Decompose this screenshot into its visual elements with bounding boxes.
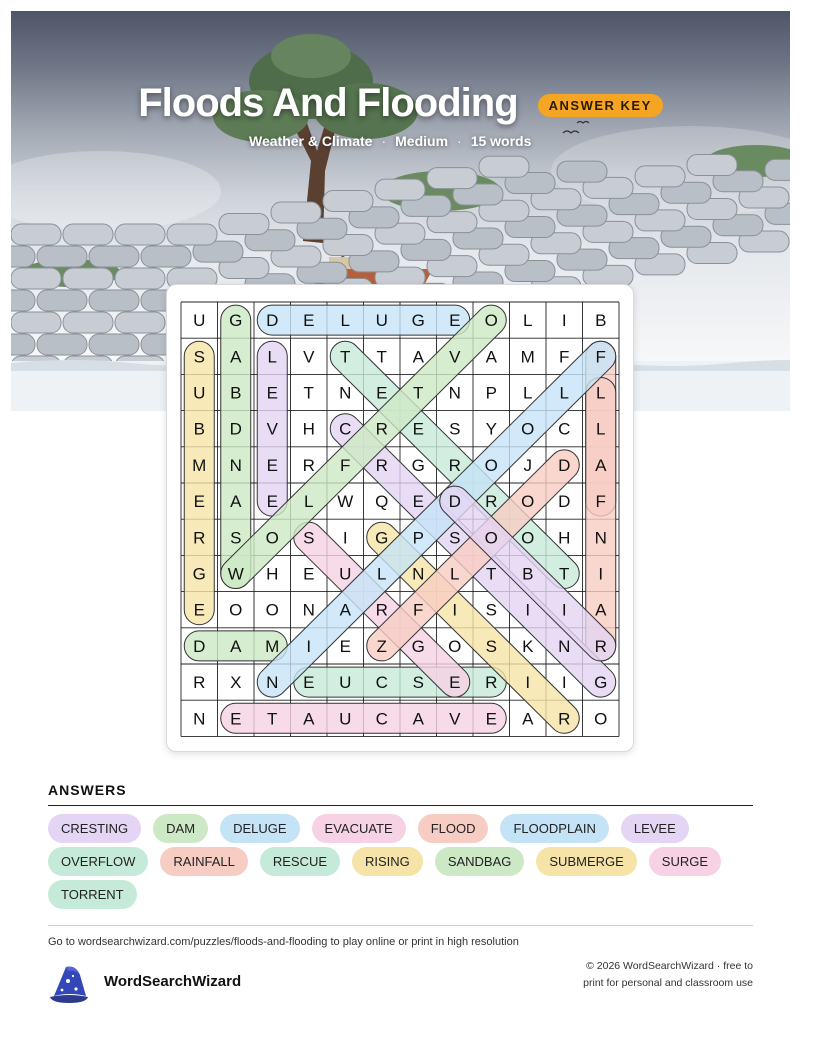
grid-letter: D xyxy=(448,492,461,512)
grid-letter: K xyxy=(522,636,534,656)
grid-letter: R xyxy=(448,455,461,475)
grid-letter: P xyxy=(412,528,424,548)
grid-letter: O xyxy=(229,600,243,620)
grid-letter: I xyxy=(561,673,567,693)
grid-letter: O xyxy=(265,600,279,620)
answer-chip-torrent: TORRENT xyxy=(48,880,137,909)
grid-letter: N xyxy=(302,600,315,620)
sandbag xyxy=(89,246,139,267)
grid-letter: E xyxy=(266,492,278,512)
grid-letter: G xyxy=(411,455,425,475)
grid-letter: N xyxy=(412,564,425,584)
grid-letter: V xyxy=(449,347,461,367)
grid-letter: G xyxy=(411,311,425,331)
grid-letter: L xyxy=(596,383,606,403)
grid-letter: R xyxy=(485,673,498,693)
grid-letter: N xyxy=(229,455,242,475)
sandbag xyxy=(375,179,425,200)
grid-letter: E xyxy=(339,636,351,656)
sandbag xyxy=(11,290,35,311)
grid-letter: E xyxy=(376,383,388,403)
sandbag xyxy=(89,334,139,355)
grid-letter: T xyxy=(486,564,497,584)
answer-chip-dam: DAM xyxy=(153,814,208,843)
grid-letter: G xyxy=(375,528,389,548)
grid-letter: N xyxy=(594,528,607,548)
grid-letter: E xyxy=(412,419,424,439)
grid-letter: O xyxy=(265,528,279,548)
sandbag xyxy=(11,268,61,289)
grid-letter: D xyxy=(229,419,242,439)
grid-letter: U xyxy=(339,673,352,693)
divider xyxy=(48,925,753,926)
sandbag xyxy=(11,312,61,333)
grid-letter: E xyxy=(303,311,315,331)
answer-chip-rescue: RESCUE xyxy=(260,847,340,876)
grid-letter: R xyxy=(302,455,315,475)
grid-letter: I xyxy=(561,311,567,331)
grid-letter: O xyxy=(484,528,498,548)
grid-letter: B xyxy=(230,383,242,403)
grid-letter: I xyxy=(525,673,531,693)
sandbag xyxy=(115,224,165,245)
answer-chip-flood: FLOOD xyxy=(418,814,489,843)
sandbag xyxy=(219,213,269,234)
answer-chip-sandbag: SANDBAG xyxy=(435,847,525,876)
grid-letter: I xyxy=(306,636,312,656)
grid-letter: H xyxy=(558,528,571,548)
divider xyxy=(48,805,753,806)
sandbag xyxy=(37,334,87,355)
grid-letter: U xyxy=(375,311,388,331)
grid-letter: S xyxy=(303,528,315,548)
grid-letter: L xyxy=(450,564,460,584)
grid-letter: O xyxy=(484,311,498,331)
sandbag xyxy=(37,290,87,311)
sandbag xyxy=(115,268,165,289)
grid-letter: R xyxy=(375,600,388,620)
grid-letter: R xyxy=(558,709,571,729)
grid-letter: S xyxy=(449,419,461,439)
grid-letter: B xyxy=(193,419,205,439)
grid-letter: S xyxy=(230,528,242,548)
sandbag xyxy=(635,166,685,187)
grid-letter: E xyxy=(230,709,242,729)
grid-letter: T xyxy=(340,347,351,367)
puzzle-board xyxy=(166,284,634,752)
grid-letter: F xyxy=(595,492,606,512)
grid-letter: C xyxy=(375,673,388,693)
grid-letter: L xyxy=(523,383,533,403)
grid-letter: N xyxy=(558,636,571,656)
grid-letter: G xyxy=(594,673,608,693)
grid-letter: R xyxy=(375,419,388,439)
grid-letter: L xyxy=(340,311,350,331)
grid-letter: T xyxy=(303,383,314,403)
grid-letter: S xyxy=(412,673,424,693)
grid-letter: T xyxy=(413,383,424,403)
grid-letter: E xyxy=(303,564,315,584)
grid-letter: G xyxy=(229,311,243,331)
grid-letter: N xyxy=(266,673,279,693)
answer-chip-cresting: CRESTING xyxy=(48,814,141,843)
grid-letter: X xyxy=(230,673,242,693)
grid-letter: M xyxy=(192,455,207,475)
grid-letter: D xyxy=(558,455,571,475)
grid-letter: A xyxy=(412,347,424,367)
grid-letter: F xyxy=(595,347,606,367)
grid-letter: C xyxy=(339,419,352,439)
sandbag xyxy=(167,224,217,245)
answer-chip-surge: SURGE xyxy=(649,847,721,876)
answer-key-badge: ANSWER KEY xyxy=(538,94,663,117)
grid-letter: A xyxy=(412,709,424,729)
grid-letter: A xyxy=(339,600,351,620)
grid-letter: L xyxy=(559,383,569,403)
meta-separator: · xyxy=(457,133,462,149)
grid-letter: E xyxy=(193,492,205,512)
grid-letter: O xyxy=(521,492,535,512)
highlight-evacuate xyxy=(221,703,507,733)
sandbag xyxy=(115,312,165,333)
grid-letter: U xyxy=(193,383,206,403)
grid-letter: G xyxy=(411,636,425,656)
grid-letter: R xyxy=(485,492,498,512)
grid-letter: L xyxy=(523,311,533,331)
grid-letter: U xyxy=(339,564,352,584)
grid-letter: L xyxy=(596,419,606,439)
grid-letter: A xyxy=(522,709,534,729)
brand-name[interactable]: WordSearchWizard xyxy=(104,973,242,990)
copyright-text: © 2026 WordSearchWizard · free to print for personal and classroom use xyxy=(583,960,753,989)
grid-letter: N xyxy=(193,709,206,729)
grid-letter: H xyxy=(266,564,279,584)
sandbag xyxy=(89,290,139,311)
grid-letter: I xyxy=(561,600,567,620)
grid-letter: N xyxy=(339,383,352,403)
grid-letter: R xyxy=(594,636,607,656)
answer-chip-floodplain: FLOODPLAIN xyxy=(500,814,608,843)
grid-letter: Q xyxy=(375,492,389,512)
grid-letter: A xyxy=(595,600,607,620)
grid-letter: A xyxy=(303,709,315,729)
word-search-grid xyxy=(167,285,635,753)
grid-letter: I xyxy=(452,600,458,620)
category-label: Weather & Climate xyxy=(249,133,373,149)
grid-letter: V xyxy=(449,709,461,729)
grid-letter: B xyxy=(522,564,534,584)
grid-letter: A xyxy=(230,636,242,656)
answer-chip-levee: LEVEE xyxy=(621,814,689,843)
grid-letter: T xyxy=(267,709,278,729)
wizard-hat-icon xyxy=(46,963,92,1005)
grid-letter: I xyxy=(342,528,348,548)
grid-letter: C xyxy=(375,709,388,729)
grid-letter: O xyxy=(594,709,608,729)
grid-letter: E xyxy=(449,311,461,331)
answer-chip-deluge: DELUGE xyxy=(220,814,299,843)
sandbag xyxy=(63,312,113,333)
grid-letter: A xyxy=(230,492,242,512)
footer-link-text[interactable]: Go to wordsearchwizard.com/puzzles/floods-and-flooding to play online or print in high resolution xyxy=(48,936,519,948)
grid-letter: I xyxy=(525,600,531,620)
grid-letter: E xyxy=(449,673,461,693)
sandbag xyxy=(11,334,35,355)
meta-separator: · xyxy=(381,133,387,149)
grid-letter: A xyxy=(595,455,607,475)
grid-letter: H xyxy=(302,419,315,439)
puzzle-meta xyxy=(249,133,531,149)
grid-letter: Z xyxy=(376,636,387,656)
grid-letter: U xyxy=(339,709,352,729)
grid-letter: O xyxy=(521,419,535,439)
sandbag xyxy=(37,246,87,267)
grid-letter: R xyxy=(375,455,388,475)
grid-letter: W xyxy=(227,564,244,584)
sandbag xyxy=(11,224,61,245)
grid-letter: M xyxy=(520,347,535,367)
grid-letter: E xyxy=(303,673,315,693)
grid-letter: D xyxy=(193,636,206,656)
grid-letter: N xyxy=(448,383,461,403)
grid-letter: O xyxy=(521,528,535,548)
grid-letter: O xyxy=(448,636,462,656)
grid-letter: E xyxy=(266,455,278,475)
sandbag xyxy=(11,246,35,267)
answers-heading: ANSWERS xyxy=(48,782,127,798)
sandbag xyxy=(271,202,321,223)
grid-letter: C xyxy=(558,419,571,439)
answer-list xyxy=(48,814,753,909)
sandbag xyxy=(323,191,373,212)
grid-letter: D xyxy=(558,492,571,512)
grid-letter: B xyxy=(595,311,607,331)
grid-letter: F xyxy=(340,455,351,475)
sandbag xyxy=(479,156,529,177)
grid-letter: F xyxy=(559,347,570,367)
grid-letter: V xyxy=(266,419,278,439)
grid-letter: D xyxy=(266,311,279,331)
sandbag xyxy=(427,168,477,189)
grid-letter: R xyxy=(193,528,206,548)
grid-letter: V xyxy=(303,347,315,367)
grid-letter: A xyxy=(230,347,242,367)
highlight-rescue xyxy=(294,667,507,697)
sandbag xyxy=(63,268,113,289)
sandbag xyxy=(765,159,790,180)
word-count-label: 15 words xyxy=(470,133,532,149)
grid-letter: L xyxy=(377,564,387,584)
answer-chip-submerge: SUBMERGE xyxy=(536,847,636,876)
answer-chip-rising: RISING xyxy=(352,847,423,876)
sandbag xyxy=(557,161,607,182)
grid-letter: F xyxy=(413,600,424,620)
grid-letter: S xyxy=(193,347,205,367)
grid-letter: A xyxy=(485,347,497,367)
grid-letter: I xyxy=(598,564,604,584)
grid-letter: E xyxy=(412,492,424,512)
grid-letter: U xyxy=(193,311,206,331)
grid-letter: T xyxy=(376,347,387,367)
grid-letter: P xyxy=(485,383,497,403)
sandbag xyxy=(141,246,191,267)
sandbag xyxy=(63,224,113,245)
grid-letter: W xyxy=(337,492,354,512)
answer-chip-rainfall: RAINFALL xyxy=(160,847,247,876)
grid-letter: L xyxy=(304,492,314,512)
grid-letter: E xyxy=(485,709,497,729)
answer-chip-overflow: OVERFLOW xyxy=(48,847,148,876)
highlight-deluge xyxy=(257,305,470,335)
grid-letter: R xyxy=(193,673,206,693)
grid-letter: S xyxy=(485,600,497,620)
answer-chip-evacuate: EVACUATE xyxy=(312,814,406,843)
grid-letter: M xyxy=(265,636,280,656)
grid-letter: E xyxy=(193,600,205,620)
page-title: Floods And Flooding xyxy=(138,81,518,125)
grid-letter: O xyxy=(484,455,498,475)
grid-letter: S xyxy=(449,528,461,548)
grid-letter: J xyxy=(523,455,532,475)
grid-letter: Y xyxy=(485,419,497,439)
grid-letter: T xyxy=(559,564,570,584)
grid-letter: E xyxy=(266,383,278,403)
grid-letter: S xyxy=(485,636,497,656)
difficulty-label: Medium xyxy=(395,133,449,149)
grid-letter: L xyxy=(267,347,277,367)
grid-letter: G xyxy=(192,564,206,584)
sandbag xyxy=(687,154,737,175)
